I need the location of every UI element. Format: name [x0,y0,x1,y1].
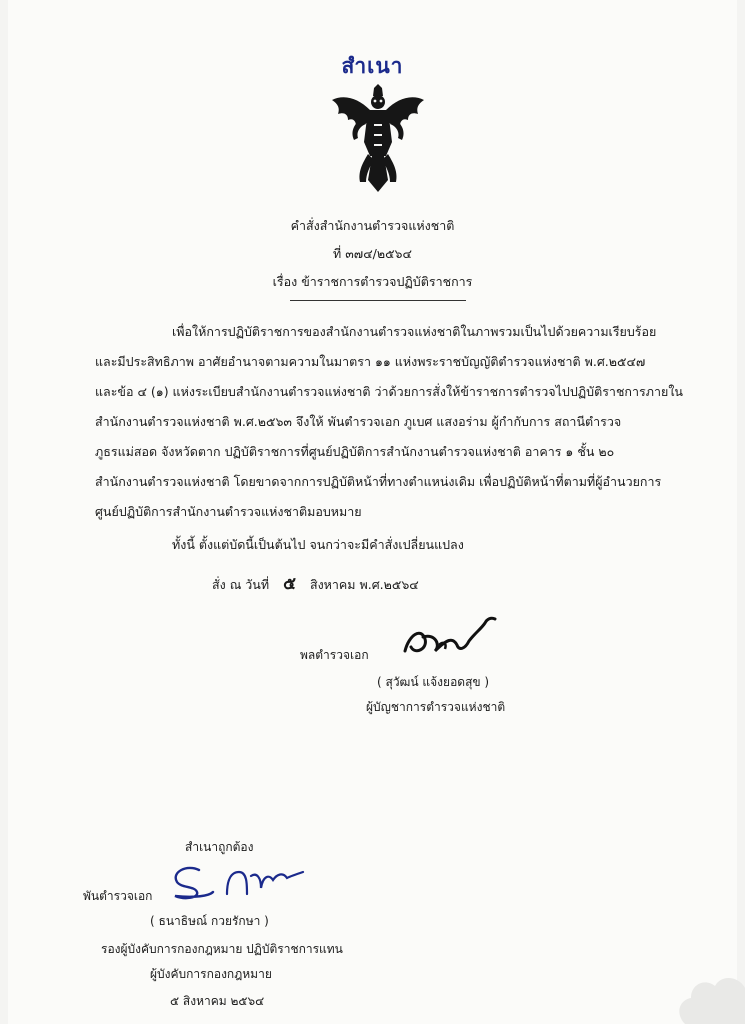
body-line-4: สำนักงานตำรวจแห่งชาติ พ.ศ.๒๕๖๓ จึงให้ พันตำรวจเอก ภูเบศ แสงอร่าม ผู้กำกับการ สถานีตำรวจ [95,414,622,429]
divider-line [290,300,466,301]
corner-smudge [665,944,745,1024]
signatory-rank: พลตำรวจเอก [300,648,369,662]
garuda-emblem [330,84,426,194]
certifier-position-2: ผู้บังคับการกองกฎหมาย [150,967,272,981]
order-date-prefix: สั่ง ณ วันที่ [212,577,270,592]
effective-clause: ทั้งนี้ ตั้งแต่บัดนี้เป็นต้นไป จนกว่าจะมีคำสั่งเปลี่ยนแปลง [172,537,464,552]
certifier-position-1: รองผู้บังคับการกองกฎหมาย ปฏิบัติราชการแทน [101,942,343,956]
order-number: ที่ ๓๗๔/๒๕๖๔ [333,246,412,261]
certified-date: ๕ สิงหาคม ๒๕๖๔ [170,994,265,1008]
certified-label: สำเนาถูกต้อง [185,840,254,854]
order-date-month-year: สิงหาคม พ.ศ.๒๕๖๔ [309,577,419,592]
copy-stamp: สำเนา [341,54,404,78]
body-line-5: ภูธรแม่สอด จังหวัดตาก ปฏิบัติราชการที่ศูนย์ปฏิบัติการสำนักงานตำรวจแห่งชาติ อาคาร ๑ ชั้น ๒๐ [95,444,615,459]
certifier-name: ( ธนาธิษณ์ กวยรักษา ) [150,914,269,928]
body-line-7: ศูนย์ปฏิบัติการสำนักงานตำรวจแห่งชาติมอบหมาย [95,504,362,519]
order-date [212,570,419,597]
body-line-2: และมีประสิทธิภาพ อาศัยอำนาจตามความในมาตรา ๑๑ แห่งพระราชบัญญัติตำรวจแห่งชาติ พ.ศ.๒๕๔๗ [95,354,646,369]
signatory-name: ( สุวัฒน์ แจ้งยอดสุข ) [377,675,490,689]
body-line-3: และข้อ ๔ (๑) แห่งระเบียบสำนักงานตำรวจแห่งชาติ ว่าด้วยการสั่งให้ข้าราชการตำรวจไปปฏิบัติราชการภายใน [95,384,683,399]
signatory-signature [395,615,505,665]
order-subject: เรื่อง ข้าราชการตำรวจปฏิบัติราชการ [272,274,473,289]
order-title: คำสั่งสำนักงานตำรวจแห่งชาติ [290,218,455,233]
signatory-position: ผู้บัญชาการตำรวจแห่งชาติ [366,700,506,714]
certifier-signature [165,862,315,902]
body-line-6: สำนักงานตำรวจแห่งชาติ โดยขาดจากการปฏิบัติหน้าที่ทางตำแหน่งเดิม เพื่อปฏิบัติหน้าที่ตามที่ผู้อำนวยการ [95,474,662,489]
order-date-day: ๕ [283,574,296,594]
body-line-1: เพื่อให้การปฏิบัติราชการของสำนักงานตำรวจแห่งชาติในภาพรวมเป็นไปด้วยความเรียบร้อย [172,324,657,339]
certifier-rank: พันตำรวจเอก [83,889,153,903]
